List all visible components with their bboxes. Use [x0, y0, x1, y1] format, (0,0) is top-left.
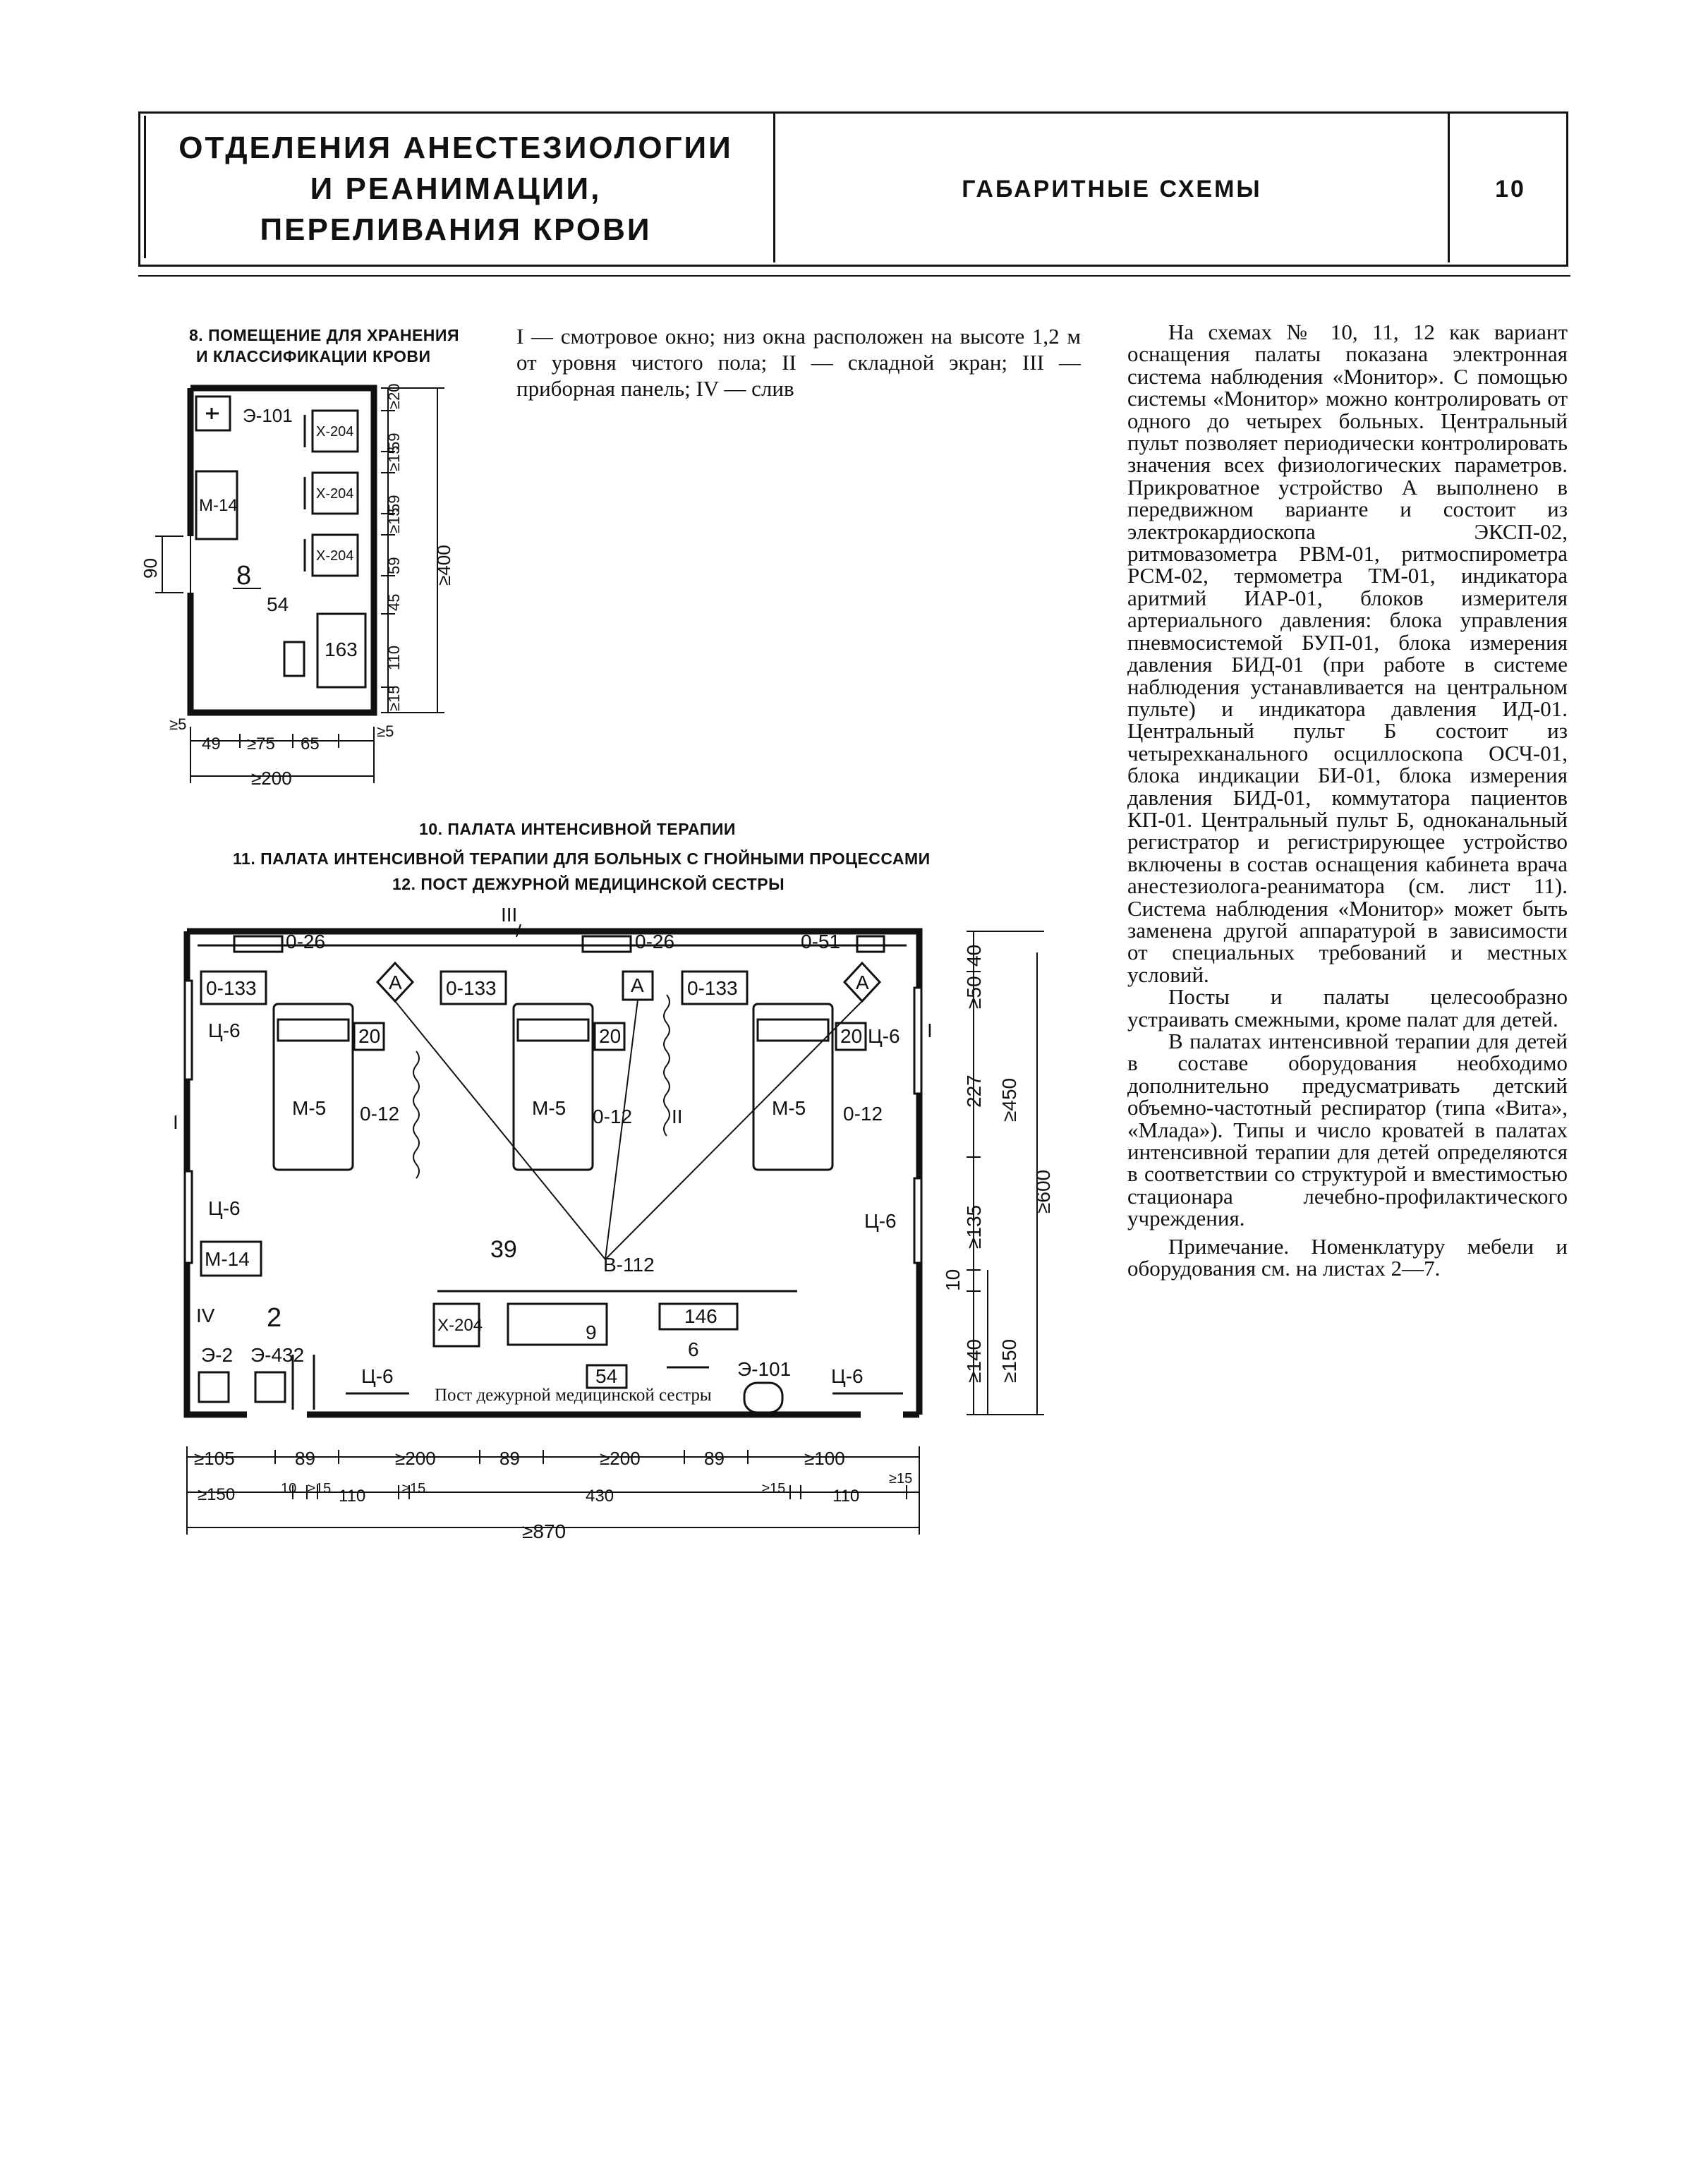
fig8-dim-15-1: ≥15	[385, 445, 403, 471]
f10-monitor-a-3: А	[856, 972, 869, 993]
f10-o12-label-2: 0-12	[593, 1106, 633, 1127]
nurse-post-label: Пост дежурной медицинской сестры	[435, 1386, 712, 1405]
f10-dim-227: 227	[963, 1075, 985, 1108]
f10-o26-label-1: 0-26	[286, 931, 326, 952]
page-header	[138, 111, 1570, 267]
figure8-caption-line1: 8. ПОМЕЩЕНИЕ ДЛЯ ХРАНЕНИЯ	[189, 326, 459, 344]
fig8-dim-15-2: ≥15	[385, 507, 403, 533]
fig8-dim-15-3: ≥15	[385, 685, 403, 711]
f10-dim-b2-1: 10	[281, 1481, 297, 1496]
fig8-dim-5-right: ≥5	[377, 722, 394, 740]
f10-c6-label-4: Ц-6	[864, 1210, 897, 1232]
figure8-plan	[140, 374, 480, 797]
f10-dim-b2-5: 430	[586, 1487, 614, 1506]
f10-dim-b1-0: ≥105	[194, 1448, 235, 1469]
f10-dim-150: ≥150	[998, 1338, 1020, 1383]
f10-window-i-left: I	[173, 1111, 178, 1133]
fig8-dim-75: ≥75	[247, 734, 275, 754]
figure10-plan	[169, 896, 1072, 1559]
f10-dim-b1-2: ≥200	[395, 1448, 436, 1469]
f10-dim-total: ≥870	[522, 1520, 567, 1542]
f10-m14-label: М-14	[205, 1248, 250, 1270]
f10-monitor-a-2: А	[631, 974, 644, 996]
fig8-dim-59-1: 59	[385, 432, 403, 450]
f10-c6-label-3: Ц-6	[208, 1197, 241, 1219]
f10-9-label: 9	[586, 1321, 597, 1343]
paragraph-children: В палатах интенсивной терапии для детей в составе оборудования необходимо дополнительно предусматривать детский объемно-частотный респиратор (типа «Вита», «Млада»). Типы и число кроватей в палатах интенсивной терапии для детей определяются в соответствии со структурой и вместимостью стационара лечебно-профилактического учреждения.	[1127, 1029, 1568, 1231]
f10-dim-40: 40	[963, 944, 985, 967]
legend-text: I — смотровое окно; низ окна расположен на высоте 1,2 м от уровня чистого пола; II — складной экран; III — приборная панель; IV — слив	[516, 324, 1081, 401]
f10-o12-label-1: 0-12	[360, 1103, 400, 1125]
f10-window-i-right: I	[927, 1020, 933, 1041]
f10-b112-label: В-112	[603, 1254, 655, 1276]
f10-e432-label: Э-432	[250, 1344, 305, 1366]
f10-o26-label-2: 0-26	[635, 931, 675, 952]
f10-bed-m5-3: М-5	[772, 1097, 806, 1119]
section-title-line3: ПЕРЕЛИВАНИЯ КРОВИ	[260, 212, 652, 247]
f10-dim-b1-1: 89	[295, 1448, 315, 1469]
f10-panel-iii: III	[501, 904, 518, 926]
section-title-line2: И РЕАНИМАЦИИ,	[310, 171, 602, 206]
f10-c6-label-6: Ц-6	[831, 1365, 864, 1387]
fig8-dim-49: 49	[202, 734, 221, 754]
fig8-dim-200: ≥200	[251, 768, 292, 789]
f10-dim-b1-3: 89	[499, 1448, 520, 1469]
f10-e2-label: Э-2	[201, 1344, 234, 1366]
f10-o51-label: 0-51	[801, 931, 841, 952]
right-column-text	[1127, 321, 1568, 1279]
fig8-dim-400: ≥400	[433, 545, 454, 586]
fig8-dim-5-left: ≥5	[169, 715, 187, 733]
figure12-caption: 12. ПОСТ ДЕЖУРНОЙ МЕДИЦИНСКОЙ СЕСТРЫ	[392, 875, 785, 893]
f10-dim-b1-5: 89	[704, 1448, 725, 1469]
figure10-caption: 10. ПАЛАТА ИНТЕНСИВНОЙ ТЕРАПИИ	[419, 820, 736, 838]
f10-dim-450: ≥450	[998, 1077, 1020, 1122]
f10-dim-b2-3: 110	[339, 1487, 366, 1506]
f10-o12-label-3: 0-12	[843, 1103, 883, 1125]
f10-dim-b2-0: ≥150	[198, 1485, 236, 1504]
paragraph-note: Примечание. Номенклатуру мебели и оборудования см. на листах 2—7.	[1127, 1233, 1568, 1281]
f10-bed-m5-2: М-5	[532, 1097, 567, 1119]
f10-c6-label-1: Ц-6	[208, 1020, 241, 1041]
figure8-caption-line2: И КЛАССИФИКАЦИИ КРОВИ	[196, 347, 431, 365]
f10-dim-b2-7: 110	[832, 1487, 860, 1506]
f10-dim-140: ≥140	[963, 1338, 985, 1383]
f10-c6-label-5: Ц-6	[361, 1365, 394, 1387]
section-title	[138, 111, 773, 267]
f10-dim-b2-2: ≥15	[308, 1481, 332, 1496]
f10-bed-m5-1: М-5	[292, 1097, 327, 1119]
f10-dim-b1-4: ≥200	[600, 1448, 641, 1469]
section-title-line1: ОТДЕЛЕНИЯ АНЕСТЕЗИОЛОГИИ	[178, 131, 733, 165]
f10-o133-label-3: 0-133	[687, 977, 738, 999]
f10-table20-2: 20	[599, 1025, 622, 1047]
figure11-caption: 11. ПАЛАТА ИНТЕНСИВНОЙ ТЕРАПИИ ДЛЯ БОЛЬНЫХ С ГНОЙНЫМИ ПРОЦЕССАМИ	[233, 849, 931, 868]
f10-dim-600: ≥600	[1032, 1169, 1054, 1214]
f10-table20-1: 20	[358, 1025, 381, 1047]
f10-table20-3: 20	[840, 1025, 863, 1047]
f10-6-label: 6	[688, 1338, 699, 1360]
fig8-dim-59-2: 59	[385, 495, 403, 512]
f10-dim-50: ≥50	[963, 976, 985, 1009]
f10-54-label: 54	[595, 1365, 618, 1387]
fig8-x204-label-2: Х-204	[316, 486, 354, 502]
fig8-x204-label-1: Х-204	[316, 424, 354, 440]
fig8-dim-59-3: 59	[385, 557, 403, 574]
f10-dim-10: 10	[942, 1269, 964, 1291]
fig8-e101-label: Э-101	[243, 405, 293, 426]
fig8-dim-65: 65	[301, 734, 320, 754]
sheet-title: ГАБАРИТНЫЕ СХЕМЫ	[962, 175, 1262, 202]
header-rule	[138, 275, 1570, 277]
f10-146-label: 146	[684, 1305, 717, 1327]
f10-x204-label: Х-204	[437, 1316, 483, 1335]
fig8-dim-20: ≥20	[385, 383, 403, 409]
f10-dim-b2-6: ≥15	[762, 1481, 786, 1496]
f10-o133-label-2: 0-133	[446, 977, 497, 999]
sheet-number: 10	[1495, 175, 1526, 202]
fig8-x204-label-3: Х-204	[316, 548, 354, 564]
f10-drain-iv: IV	[196, 1305, 215, 1326]
fig8-m14-label: М-14	[199, 496, 238, 515]
fig8-dim-90: 90	[140, 558, 161, 579]
f10-o133-label-1: 0-133	[206, 977, 257, 999]
paragraph-posts: Посты и палаты целесообразно устраивать смежными, кроме палат для детей.	[1127, 984, 1568, 1031]
f10-dim-b1-6: ≥100	[804, 1448, 845, 1469]
f10-dim-b2-8: ≥15	[889, 1471, 913, 1487]
f10-room-39: 39	[490, 1236, 517, 1263]
f10-c6-label-2: Ц-6	[868, 1025, 900, 1047]
f10-e101-label: Э-101	[737, 1358, 792, 1380]
f10-room-2: 2	[267, 1303, 282, 1333]
f10-dim-135: ≥135	[963, 1204, 985, 1249]
paragraph-monitor-system: На схемах № 10, 11, 12 как вариант оснащения палаты показана электронная система наблюдения «Монитор». С помощью системы «Монитор» можно контролировать от одного до четырех больных. Центральный пульт позволяет периодически контролировать значения всех физиологических параметров. Прикроватное устройство А выполнено в передвижном варианте и состоит из электрокардиоскопа ЭКСП-02, ритмовазометра РВМ-01, ритмоспирометра РСМ-02, термометра ТМ-01, индикатора аритмий ИАР-01, блоков измерителя артериального давления: блока управления пневмосистемой БУП-01, блока измерения давления БИД-01 (при работе в системе наблюдения устанавливается на центральном пульте) и индикатора давления ИД-01. Центральный пульт Б состоит из четырехканального осциллоскопа ОСЧ-01, блока индикации БИ-01, блока измерения давления БИД-01, коммутатора пациентов КП-01. Центральный пульт Б, одноканальный регистратор и регистрирующее устройство включены в состав оснащения кабинета врача анестезиолога-реаниматора (см. лист 11). Система наблюдения «Монитор» может быть заменена другой аппаратурой в зависимости от специальных требований и местных условий.	[1127, 320, 1568, 987]
fig8-163-label: 163	[325, 639, 358, 660]
f10-dim-b2-4: ≥15	[402, 1481, 426, 1496]
fig8-dim-110: 110	[385, 645, 403, 670]
fig8-room-number: 8	[236, 561, 252, 591]
fig8-54-label: 54	[267, 593, 289, 615]
fig8-dim-45: 45	[385, 593, 403, 611]
f10-screen-ii: II	[672, 1106, 683, 1127]
f10-monitor-a-1: А	[389, 972, 402, 993]
